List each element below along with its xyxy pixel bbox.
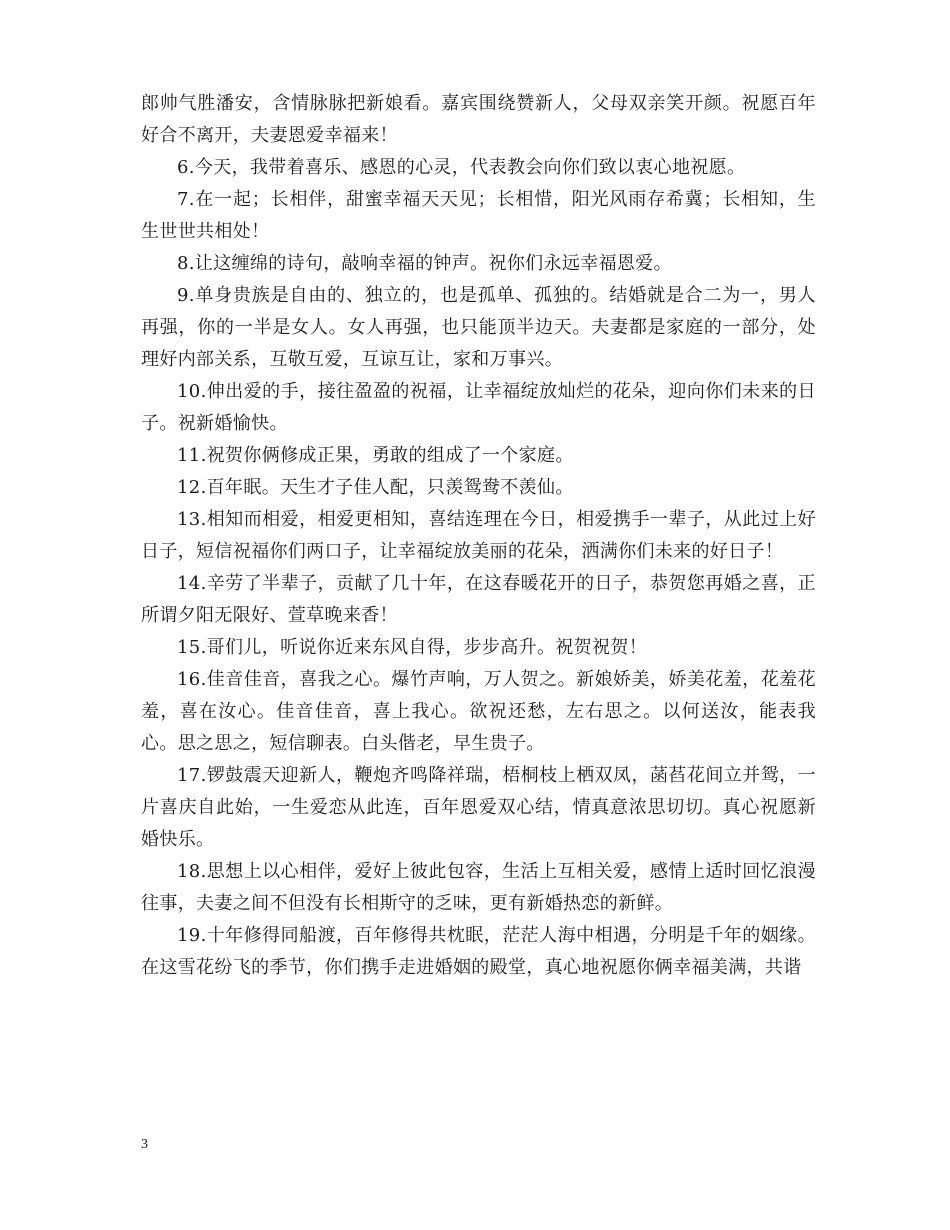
paragraph: 8.让这缠绵的诗句，敲响幸福的钟声。祝你们永远幸福恩爱。 — [177, 253, 672, 274]
paragraph: 13.相知而相爱，相爱更相知，喜结连理在今日，相爱携手一辈子，从此过上好日子，短信祝福你们两口子，让幸福绽放美丽的花朵，洒满你们未来的好日子！ — [141, 509, 816, 562]
paragraph: 16.佳音佳音，喜我之心。爆竹声响，万人贺之。新娘娇美，娇美花羞，花羞花羞，喜在汝心。佳音佳音，喜上我心。欲祝还愁，左右思之。以何送汝，能表我心。思之思之，短信聊表。白头偕老，早生贵子。 — [141, 669, 816, 754]
paragraph: 19.十年修得同船渡，百年修得共枕眠，茫茫人海中相遇，分明是千年的姻缘。在这雪花纷飞的季节，你们携手走进婚姻的殿堂，真心地祝愿你俩幸福美满，共谐 — [141, 925, 816, 978]
paragraph: 15.哥们儿，听说你近来东风自得，步步高升。祝贺祝贺！ — [177, 637, 648, 658]
paragraph: 12.百年眠。天生才子佳人配，只羡鸳鸯不羡仙。 — [177, 477, 574, 498]
paragraph: 9.单身贵族是自由的、独立的，也是孤单、孤独的。结婚就是合二为一，男人再强，你的一半是女人。女人再强，也只能顶半边天。夫妻都是家庭的一部分，处理好内部关系，互敬互爱，互谅互让，家和万事兴。 — [141, 285, 816, 370]
paragraph: 7.在一起；长相伴，甜蜜幸福天天见；长相惜，阳光风雨存希冀；长相知，生生世世共相处！ — [141, 189, 816, 242]
paragraph: 10.伸出爱的手，接往盈盈的祝福，让幸福绽放灿烂的花朵，迎向你们未来的日子。祝新婚愉快。 — [141, 381, 816, 434]
paragraph: 14.辛劳了半辈子，贡献了几十年，在这春暖花开的日子，恭贺您再婚之喜，正所谓夕阳无限好、萱草晚来香！ — [141, 573, 816, 626]
paragraph: 17.锣鼓震天迎新人，鞭炮齐鸣降祥瑞，梧桐枝上栖双凤，菡萏花间立并鸳，一片喜庆自此始，一生爱恋从此连，百年恩爱双心结，情真意浓思切切。真心祝愿新婚快乐。 — [141, 765, 816, 850]
page-number: 3 — [141, 1137, 148, 1152]
document-body — [141, 88, 816, 984]
paragraph: 11.祝贺你俩修成正果，勇敢的组成了一个家庭。 — [177, 445, 574, 466]
paragraph: 6.今天，我带着喜乐、感恩的心灵，代表教会向你们致以衷心地祝愿。 — [177, 157, 746, 178]
paragraph: 18.思想上以心相伴，爱好上彼此包容，生活上互相关爱，感情上适时回忆浪漫往事，夫妻之间不但没有长相斯守的乏味，更有新婚热恋的新鲜。 — [141, 861, 816, 914]
paragraph: 郎帅气胜潘安，含情脉脉把新娘看。嘉宾围绕赞新人，父母双亲笑开颜。祝愿百年好合不离开，夫妻恩爱幸福来！ — [141, 93, 816, 146]
